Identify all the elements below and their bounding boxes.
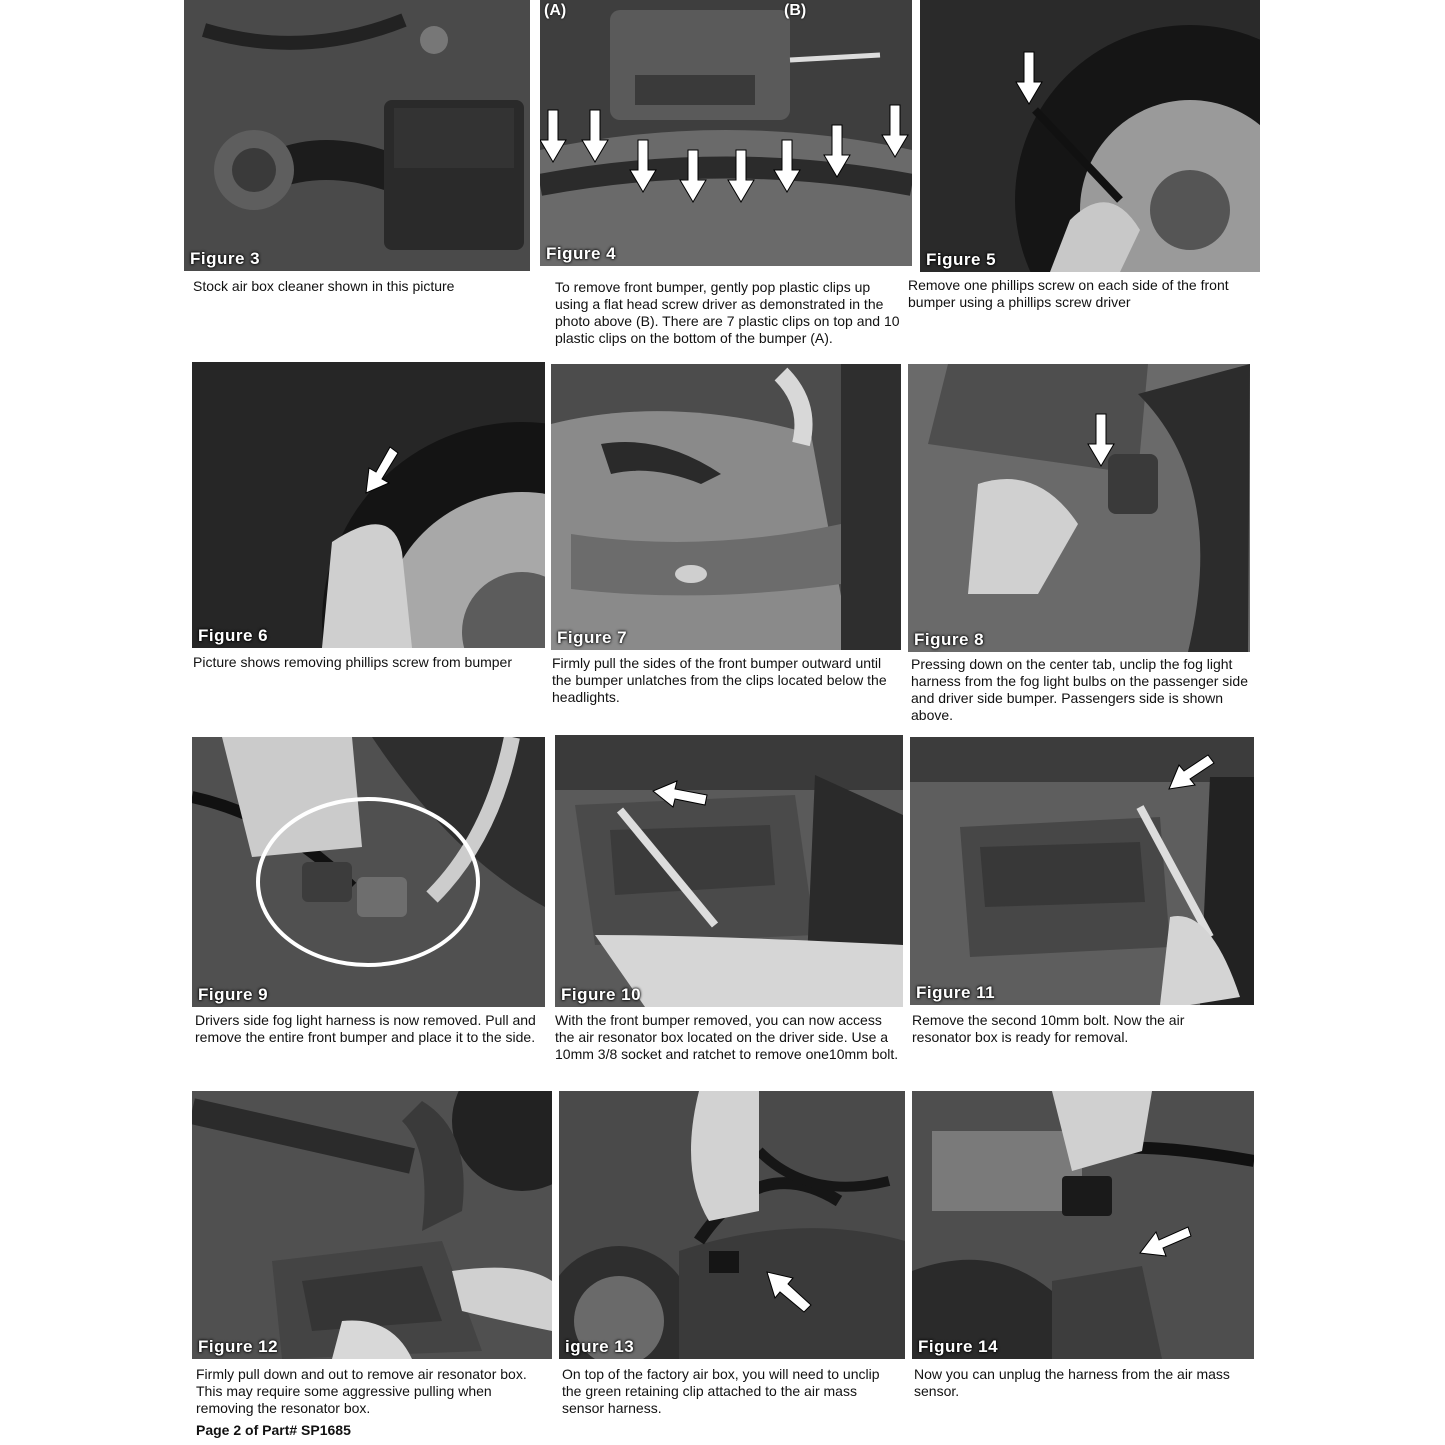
caption-figure-10: With the front bumper removed, you can now access the air resonator box located on the driver side. Use a 10mm 3/8 socket and ratchet to remove one10mm bolt. <box>555 1012 899 1062</box>
figure-6-photo <box>192 362 545 648</box>
caption-figure-4: To remove front bumper, gently pop plastic clips up using a flat head screw driver as demonstrated in the photo above (B). There are 7 plastic clips on top and 10 plastic clips on the bottom of the bumper (A). <box>555 279 900 346</box>
caption-figure-13: On top of the factory air box, you will need to unclip the green retaining clip attached to the air mass sensor harness. <box>562 1366 880 1416</box>
figure-label: Figure 14 <box>918 1337 999 1356</box>
caption-figure-12: Firmly pull down and out to remove air resonator box. This may require some aggressive pulling when removing the resonator box. <box>196 1366 527 1416</box>
bumper-pull-illustration <box>551 364 901 650</box>
caption-figure-9: Drivers side fog light harness is now removed. Pull and remove the entire front bumper and place it to the side. <box>195 1012 536 1045</box>
figure-label: Figure 10 <box>561 985 642 1004</box>
page-footer: Page 2 of Part# SP1685 <box>196 1422 351 1438</box>
caption-figure-5: Remove one phillips screw on each side of the front bumper using a phillips screw driver <box>908 277 1229 310</box>
figure-5-photo <box>920 0 1260 272</box>
fog-light-illustration <box>908 364 1250 652</box>
wheel-screw-illustration <box>920 0 1260 272</box>
air-box-illustration <box>184 0 530 271</box>
figure-13-photo <box>559 1091 905 1359</box>
figure-7-photo <box>551 364 901 650</box>
figure-label: Figure 6 <box>198 626 269 645</box>
caption-figure-14: Now you can unplug the harness from the air mass sensor. <box>914 1366 1230 1399</box>
harness-illustration <box>192 737 545 1007</box>
figure-label: Figure 11 <box>916 983 996 1002</box>
caption-figure-7: Firmly pull the sides of the front bumper outward until the bumper unlatches from the clips located below the headlights. <box>552 655 887 705</box>
figure-label: Figure 7 <box>557 628 628 647</box>
resonator-removal-illustration <box>192 1091 552 1359</box>
figure-label: Figure 8 <box>914 630 985 649</box>
figure-9-photo <box>192 737 545 1007</box>
bumper-clips-illustration <box>540 0 912 266</box>
figure-4-photo <box>540 0 912 266</box>
resonator-bolt-illustration <box>555 735 903 1007</box>
figure-10-photo <box>555 735 903 1007</box>
figure-label: Figure 5 <box>926 250 997 269</box>
figure-label: igure 13 <box>565 1337 635 1356</box>
figure-label: Figure 3 <box>190 249 261 268</box>
caption-figure-11: Remove the second 10mm bolt. Now the air resonator box is ready for removal. <box>912 1012 1185 1045</box>
tag-a: (A) <box>544 2 567 19</box>
bumper-screw-illustration <box>192 362 545 648</box>
figure-14-photo <box>912 1091 1254 1359</box>
figure-11-photo <box>910 737 1254 1005</box>
resonator-second-bolt-illustration <box>910 737 1254 1005</box>
retaining-clip-illustration <box>559 1091 905 1359</box>
figure-12-photo <box>192 1091 552 1359</box>
air-mass-sensor-illustration <box>912 1091 1254 1359</box>
tag-b: (B) <box>784 2 807 19</box>
caption-figure-6: Picture shows removing phillips screw from bumper <box>193 654 512 670</box>
figure-label: Figure 4 <box>546 244 617 263</box>
caption-figure-3: Stock air box cleaner shown in this picture <box>193 278 455 294</box>
figure-label: Figure 9 <box>198 985 269 1004</box>
figure-3-photo <box>184 0 530 271</box>
figure-label: Figure 12 <box>198 1337 279 1356</box>
caption-figure-8: Pressing down on the center tab, unclip the fog light harness from the fog light bulbs on the passenger side and driver side bumper. Passengers side is shown above. <box>911 656 1248 723</box>
figure-8-photo <box>908 364 1250 652</box>
